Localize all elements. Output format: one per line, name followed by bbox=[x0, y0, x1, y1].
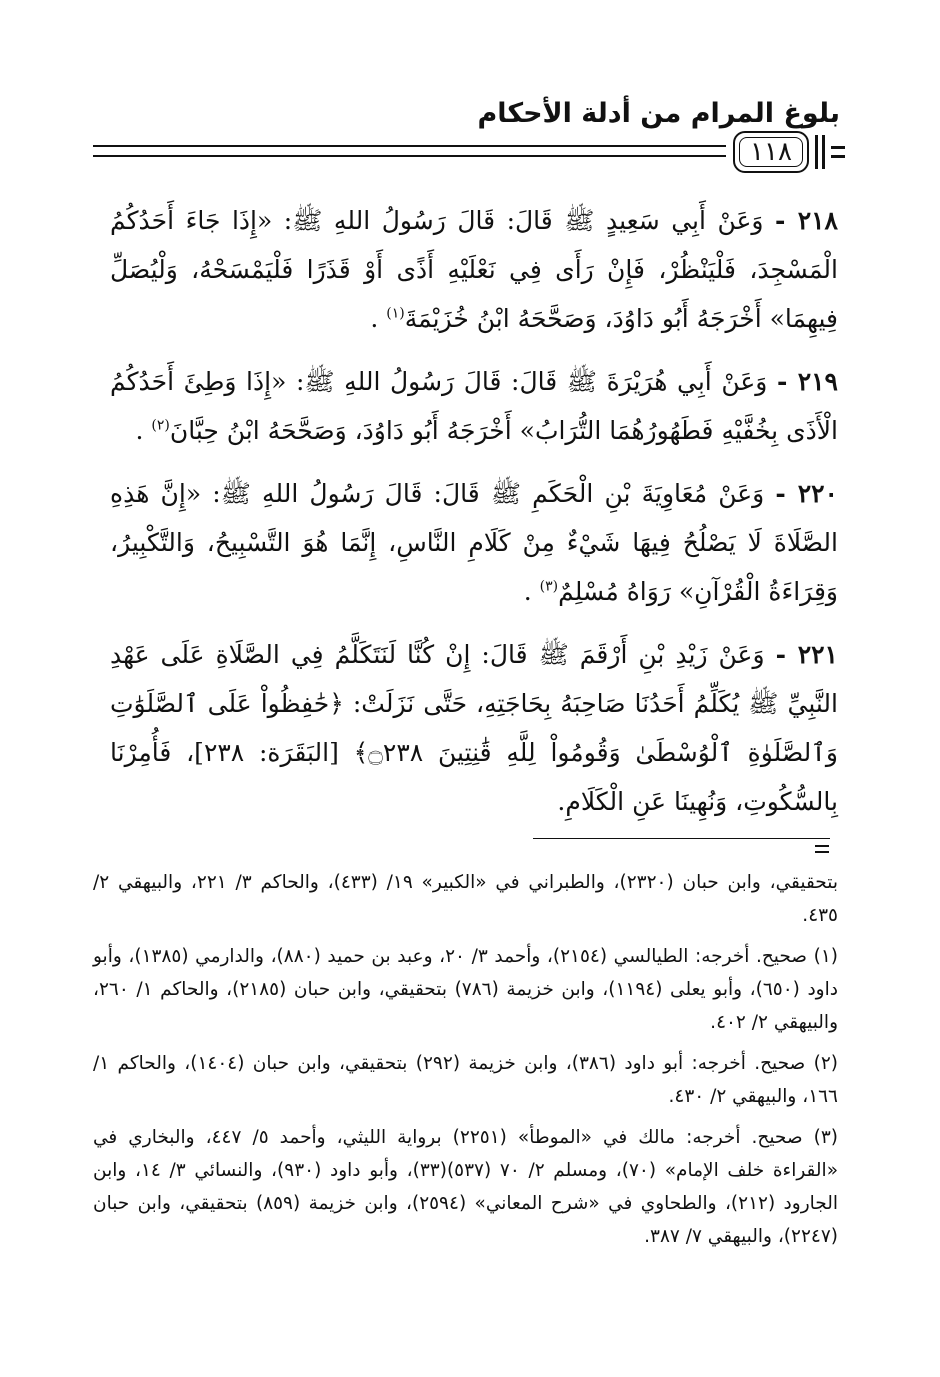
header-rule-top bbox=[93, 145, 726, 147]
running-header-title: بلوغ المرام من أدلة الأحكام bbox=[477, 98, 840, 129]
header-dash-ornament-top bbox=[831, 146, 845, 149]
footnote-3: (٣) صحيح. أخرجه: مالك في «الموطأ» (٢٢٥١) برواية الليثي، وأحمد ٥/ ٤٤٧، والبخاري في «القراءة خلف الإمام» (٧٠)، ومسلم ٢/ ٧٠ (٥٣٧)(٣٣)، وأبو داود (٩٣٠)، والنسائي ٣/ ١٤، وابن الجارود (٢١٢)، والطحاوي في «شرح المعاني» (٢٥٩٤)، وابن خزيمة (٨٥٩) بتحقيقي، وابن حبان (٢٢٤٧)، والبيهقي ٧/ ٣٨٧. bbox=[93, 1127, 839, 1247]
footnotes bbox=[93, 866, 838, 1261]
hadith-218 bbox=[110, 196, 838, 343]
hadith-221 bbox=[110, 630, 838, 826]
hadith-number: ٢١٨ - bbox=[775, 206, 838, 235]
hadith-end: . bbox=[370, 304, 379, 333]
footnote-ref: (٢) bbox=[151, 417, 170, 434]
hadith-220 bbox=[110, 469, 838, 616]
hadith-text: وَعَنْ زَيْدِ بْنِ أَرْقَمَ ﷺ قَالَ: إِنْ كُنَّا لَنَتَكَلَّمُ فِي الصَّلَاةِ عَلَى عَهْدِ النَّبِيِّ ﷺ يُكَلِّمُ أَحَدُنَا صَاحِبَهُ بِحَاجَتِهِ، حَتَّى نَزَلَتْ: ﴿حَٰفِظُواْ عَلَى ٱلصَّلَوَٰتِ وَٱلصَّلَوٰةِ ٱلْوُسْطَىٰ وَقُومُواْ لِلَّهِ قَٰنِتِينَ ۝٢٣٨﴾ [البَقَرَة: ٢٣٨]، فَأُمِرْنَا بِالسُّكُوتِ، وَنُهِينَا عَنِ الْكَلَامِ. bbox=[110, 640, 838, 816]
footnote-ref: (٣) bbox=[539, 578, 559, 595]
hadith-number: ٢٢٠ - bbox=[775, 479, 838, 508]
footnote-continued: بتحقيقي، وابن حبان (٢٣٢٠)، والطبراني في «الكبير» ١٩/ (٤٣٣)، والحاكم ٣/ ٢٢١، والبيهقي ٢/ ٤٣٥. bbox=[93, 872, 838, 926]
footnote-ref: (١) bbox=[386, 305, 405, 322]
hadith-number: ٢٢١ - bbox=[775, 640, 838, 669]
hadith-219 bbox=[110, 357, 838, 455]
hadith-end: . bbox=[523, 577, 532, 606]
header-rule-bottom bbox=[93, 155, 726, 157]
hadith-text: وَعَنْ مُعَاوِيَةَ بْنِ الْحَكَمِ ﷺ قَالَ: قَالَ رَسُولُ اللهِ ﷺ: «إِنَّ هَذِهِ الصَّلَاةَ لَا يَصْلُحُ فِيهَا شَيْءٌ مِنْ كَلَامِ النَّاسِ، إِنَّمَا هُوَ التَّسْبِيحُ، وَالتَّكْبِيرُ، وَقِرَاءَةُ الْقُرْآنِ» رَوَاهُ مُسْلِمٌ bbox=[110, 479, 838, 606]
footnote-continuation-mark bbox=[815, 845, 829, 857]
hadith-text: وَعَنْ أَبِي سَعِيدٍ ﷺ قَالَ: قَالَ رَسُولُ اللهِ ﷺ: «إِذَا جَاءَ أَحَدُكُمُ الْمَسْجِدَ، فَلْيَنْظُرْ، فَإِنْ رَأَى فِي نَعْلَيْهِ أَذًى أَوْ قَذَرًا فَلْيَمْسَحْهُ، وَلْيُصَلِّ فِيهِمَا» أَخْرَجَهُ أَبُو دَاوُدَ، وَصَحَّحَهُ ابْنُ خُزَيْمَةَ bbox=[110, 206, 838, 333]
footnote-separator bbox=[533, 838, 830, 839]
hadith-end: . bbox=[135, 416, 144, 445]
hadith-text: وَعَنْ أَبِي هُرَيْرَةَ ﷺ قَالَ: قَالَ رَسُولُ اللهِ ﷺ: «إِذَا وَطِئَ أَحَدُكُمُ الْأَذَى بِخُفَّيْهِ فَطَهُورُهُمَا التُّرَابُ» أَخْرَجَهُ أَبُو دَاوُدَ، وَصَحَّحَهُ ابْنُ حِبَّانَ bbox=[110, 367, 838, 445]
hadith-number: ٢١٩ - bbox=[776, 367, 838, 396]
page-number: ١١٨ bbox=[733, 131, 809, 173]
main-text bbox=[110, 196, 838, 840]
footnote-1: (١) صحيح. أخرجه: الطيالسي (٢١٥٤)، وأحمد ٣/ ٢٠، وعبد بن حميد (٨٨٠)، والدارمي (١٣٨٥)، وأبو داود (٦٥٠)، وأبو يعلى (١١٩٤)، وابن خزيمة (٧٨٦) بتحقيقي، وابن حبان (٢١٨٥)، والحاكم ١/ ٢٦٠، والبيهقي ٢/ ٤٠٢. bbox=[93, 946, 838, 1033]
page-number-bar-ornament bbox=[815, 135, 825, 169]
header-dash-ornament-bottom bbox=[831, 155, 845, 158]
footnote-2: (٢) صحيح. أخرجه: أبو داود (٣٨٦)، وابن خزيمة (٢٩٢) بتحقيقي، وابن حبان (١٤٠٤)، والحاكم ١/ ١٦٦، والبيهقي ٢/ ٤٣٠. bbox=[93, 1053, 838, 1107]
